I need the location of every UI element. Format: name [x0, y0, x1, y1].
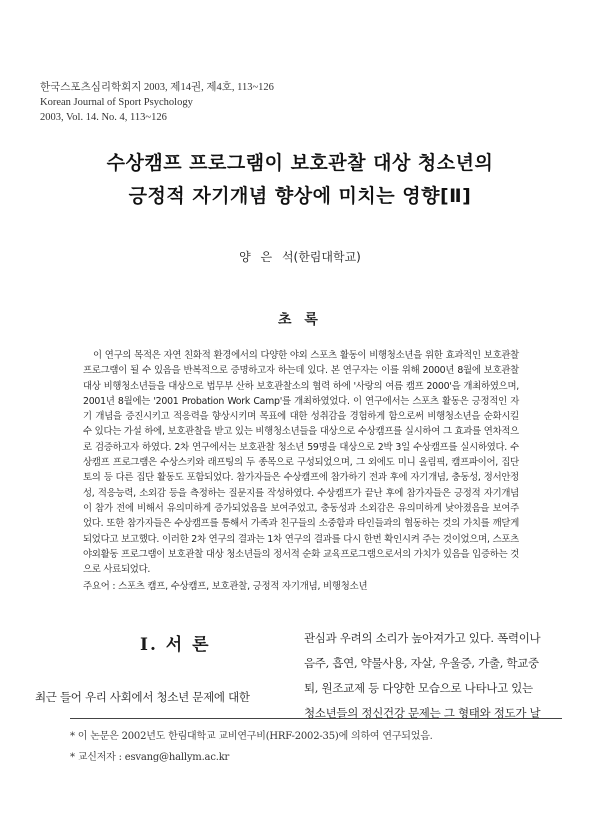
- footnote-divider: [70, 718, 562, 719]
- journal-name-english: Korean Journal of Sport Psychology: [40, 97, 193, 108]
- abstract-body: [83, 348, 519, 577]
- section-heading-introduction: Ⅰ. 서 론: [140, 635, 211, 655]
- journal-citation-korean: 한국스포츠심리학회지 2003, 제14권, 제4호, 113~126: [40, 82, 274, 93]
- keywords: 주요어 : 스포츠 캠프, 수상캠프, 보호관찰, 긍정적 자기개념, 비행청소년: [83, 581, 368, 592]
- intro-right-column: [304, 626, 574, 726]
- abstract-text: 이 연구의 목적은 자연 친화적 환경에서의 다양한 야외 스포츠 활동이 비행청소년을 위한 효과적인 보호관찰 프로그램이 될 수 있음을 반복적으로 증명하고자 하는데 있다. 본 연구자는 이를 위해 2000년 8월에 보호관찰 대상 비행청소년들을 대상으로 법무부 산하 보호관찰소의 협력 하에 '사랑의 여름 캠프 2000'을 개최하였으며, 2001년 8월에는 '2001 Probation Work Camp'를 개최하였었다. 이 연구에서는 스포츠 활동은 긍정적인 자기 개념을 증진시키고 적응력을 향상시키며 목표에 대한 성취감을 경험하게 함으로써 비행청소년을 순화시킬 수 있다는 가설 하에, 보호관찰을 받고 있는 비행청소년들을 대상으로 수상캠프를 실시하여 그 효과를 연차적으로 검증하고자 하였다. 2차 연구에서는 보호관찰 청소년 59명을 대상으로 2박 3일 수상캠프를 실시하였다. 수상캠프 프로그램은 수상스키와 래프팅의 두 종목으로 구성되었으며, 그 외에도 미니 올림픽, 캠프파이어, 집단 토의 등 다른 집단 활동도 포함되었다. 참가자들은 수상캠프에 참가하기 전과 후에 자기개념, 충동성, 정서안정성, 적응능력, 소외감 등을 측정하는 질문지를 작성하였다. 수상캠프가 끝난 후에 참가자들은 긍정적 자기개념이 참가 전에 비해서 유의미하게 증가되었음을 보여주었고, 충동성과 소외감은 유의미하게 낮아졌음을 보여주었다. 또한 참가자들은 수상캠프를 통해서 가족과 친구들의 소중함과 타인들과의 협동하는 것의 가치를 깨닫게 되었다고 보고했다. 이러한 2차 연구의 결과는 1차 연구의 결과를 다시 한번 확인시켜 주는 것이었으며, 스포츠 야외활동 프로그램이 보호관찰 대상 청소년들의 정서적 순화 교육프로그램으로서의 가치가 있음을 입증하는 것으로 사료되었다.: [83, 350, 519, 576]
- intro-right-line: 음주, 흡연, 약물사용, 자살, 우울증, 가출, 학교중: [304, 656, 539, 670]
- author-affiliation: 양 은 석(한림대학교): [239, 250, 361, 264]
- intro-right-line: 퇴, 원조교제 등 다양한 모습으로 나타나고 있는: [304, 681, 533, 695]
- footnote-funding: * 이 논문은 2002년도 한림대학교 교비연구비(HRF-2002-35)에 의하여 연구되었음.: [70, 731, 433, 742]
- journal-volume-pages: 2003, Vol. 14. No. 4, 113~126: [40, 112, 167, 123]
- intro-right-line: 청소년들의 정신건강 문제는 그 형태와 정도가 날: [304, 706, 541, 720]
- paper-title-line-2: 긍정적 자기개념 향상에 미치는 영향[Ⅱ]: [128, 185, 472, 207]
- abstract-heading: 초 록: [278, 312, 322, 328]
- journal-citation: [40, 80, 274, 125]
- paper-title-line-1: 수상캠프 프로그램이 보호관찰 대상 청소년의: [106, 152, 494, 174]
- intro-right-line: 관심과 우려의 소리가 높아져가고 있다. 폭력이나: [304, 631, 541, 645]
- intro-left-column-line: 최근 들어 우리 사회에서 청소년 문제에 대한: [35, 690, 250, 704]
- footnote-corresponding-author: * 교신저자 : esvang@hallym.ac.kr: [70, 752, 230, 763]
